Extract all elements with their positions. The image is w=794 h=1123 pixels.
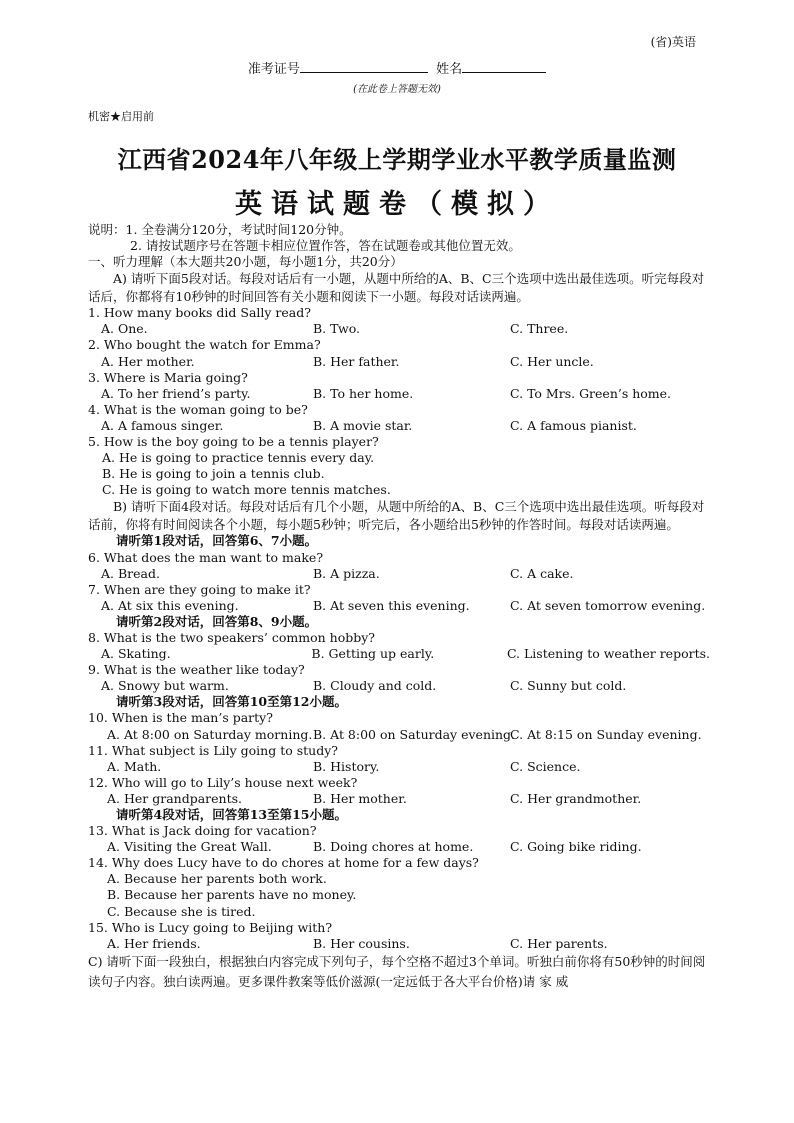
option-c: C. At 8:15 on Sunday evening. <box>510 726 702 742</box>
options-13 <box>88 839 710 855</box>
option-c: C. Sunny but cold. <box>510 678 627 694</box>
question-5: 5. How is the boy going to be a tennis player? <box>88 434 379 450</box>
option-b: B. Because her parents have no money. <box>107 887 357 903</box>
part-c-intro: C) 请听下面一段独白，根据独白内容完成下列句子，每个空格不超过3个单词。听独白前你将有50秒钟的时间阅读句子内容。独白读两遍。更多课件教案等低价滋源(一定远低于各大平台价格)请 家 威 <box>88 953 706 989</box>
option-a: A. To her friend’s party. <box>101 385 251 401</box>
option-a: A. Bread. <box>101 565 160 581</box>
question-8: 8. What is the two speakers’ common hobby? <box>88 629 375 645</box>
option-c: C. To Mrs. Green’s home. <box>510 385 672 401</box>
option-c: C. Because she is tired. <box>107 903 256 919</box>
option-b: B. Cloudy and cold. <box>313 678 437 694</box>
options-2 <box>88 354 710 370</box>
option-b: B. Two. <box>313 321 361 337</box>
option-b: B. History. <box>313 758 380 774</box>
option-c: C. Her parents. <box>510 935 608 951</box>
option-c: C. Three. <box>510 321 569 337</box>
question-4: 4. What is the woman going to be? <box>88 401 308 417</box>
option-c: C. A famous pianist. <box>510 417 637 433</box>
question-2: 2. Who bought the watch for Emma? <box>88 337 321 353</box>
option-c: C. Her uncle. <box>510 353 594 369</box>
paper-title: 英语试题卷（模拟） <box>235 189 559 220</box>
question-15: 15. Who is Lucy going to Beijing with? <box>88 919 333 935</box>
options-1 <box>88 321 710 337</box>
option-b: B. A movie star. <box>313 417 413 433</box>
option-b: B. To her home. <box>313 385 414 401</box>
part-b-intro: B) 请听下面4段对话。每段对话后有几个小题，从题中所给的A、B、C三个选项中选出最佳选项。听每段对话前，你将有时间阅读各个小题，每小题5秒钟；听完后，各小题给出5秒钟的作答时间。每段对话读两遍。 <box>88 499 705 532</box>
option-c: C. He is going to watch more tennis matches. <box>102 482 391 498</box>
options-6 <box>88 566 710 582</box>
option-a: A. Snowy but warm. <box>101 678 229 694</box>
option-a: A. Math. <box>107 758 162 774</box>
dialogue-1-heading: 请听第1段对话，回答第6、7小题。 <box>116 533 318 549</box>
option-a: A. A famous singer. <box>101 417 224 433</box>
option-b: B. At seven this evening. <box>313 597 470 613</box>
exam-content <box>88 222 710 992</box>
question-6: 6. What does the man want to make? <box>88 549 324 565</box>
option-a: A. Because her parents both work. <box>107 871 327 887</box>
option-a: A. Her grandparents. <box>107 790 242 806</box>
option-a: A. At 8:00 on Saturday morning. <box>107 726 313 742</box>
exam-number-blank <box>300 60 428 73</box>
option-b: B. Doing chores at home. <box>313 839 474 855</box>
option-c: C. Listening to weather reports. <box>506 646 710 662</box>
options-10 <box>88 727 710 743</box>
options-9 <box>88 678 710 694</box>
question-11: 11. What subject is Lily going to study? <box>88 742 338 758</box>
option-b: B. Her cousins. <box>313 935 410 951</box>
exam-title: 江西省2024年八年级上学期学业水平教学质量监测 <box>117 145 677 174</box>
dialogue-4-heading: 请听第4段对话，回答第13至第15小题。 <box>116 807 347 822</box>
option-a: A. Her mother. <box>101 353 195 369</box>
instruction-1: 说明：1. 全卷满分120分，考试时间120分钟。 <box>88 222 352 237</box>
options-12 <box>88 791 710 807</box>
option-b: B. Her mother. <box>313 790 407 806</box>
option-b: B. Getting up early. <box>311 646 435 662</box>
option-a: A. Skating. <box>101 646 171 662</box>
exam-number-label: 准考证号 <box>247 62 300 77</box>
question-1: 1. How many books did Sally read? <box>88 305 311 321</box>
option-b: B. He is going to join a tennis club. <box>102 466 325 482</box>
options-8 <box>88 646 710 662</box>
dialogue-3-heading: 请听第3段对话，回答第10至第12小题。 <box>116 694 347 710</box>
option-a: A. Her friends. <box>107 935 201 951</box>
dialogue-2-heading: 请听第2段对话，回答第8、9小题。 <box>116 613 318 629</box>
option-b: B. A pizza. <box>313 565 380 581</box>
question-9: 9. What is the weather like today? <box>88 662 305 678</box>
option-a: A. Visiting the Great Wall. <box>107 839 272 855</box>
option-c: C. At seven tomorrow evening. <box>510 597 706 613</box>
question-14: 14. Why does Lucy have to do chores at home for a few days? <box>88 855 479 871</box>
option-a: A. He is going to practice tennis every day. <box>102 450 375 466</box>
option-a: A. At six this evening. <box>101 597 239 613</box>
part-a-intro: A) 请听下面5段对话。每段对话后有一小题，从题中所给的A、B、C三个选项中选出最佳选项。听完每段对话后，你都将有10秒钟的时间回答有关小题和阅读下一小题。每段对话读两遍。 <box>88 271 705 304</box>
section-heading-listening: 一、听力理解（本大题共20小题，每小题1分，共20分） <box>88 254 403 270</box>
options-15 <box>88 936 710 952</box>
options-3 <box>88 386 710 402</box>
option-c: C. Her grandmother. <box>510 790 642 806</box>
question-10: 10. When is the man’s party? <box>88 710 273 726</box>
name-label: 姓名 <box>436 62 463 77</box>
subject-label: (省)英语 <box>650 35 696 49</box>
option-a: A. One. <box>101 321 148 337</box>
option-b: B. At 8:00 on Saturday evening. <box>313 726 516 742</box>
options-11 <box>88 759 710 775</box>
no-answer-note: (在此卷上答题无效) <box>353 84 441 95</box>
question-7: 7. When are they going to make it? <box>88 581 311 597</box>
question-13: 13. What is Jack doing for vacation? <box>88 823 317 839</box>
name-blank <box>462 60 546 73</box>
option-c: C. Going bike riding. <box>510 839 642 855</box>
question-12: 12. Who will go to Lily’s house next week? <box>88 774 358 790</box>
options-7 <box>88 598 710 614</box>
confidential-mark: 机密★启用前 <box>88 110 154 123</box>
option-b: B. Her father. <box>313 353 400 369</box>
options-4 <box>88 418 710 434</box>
question-3: 3. Where is Maria going? <box>88 369 248 385</box>
option-c: C. Science. <box>510 758 581 774</box>
option-c: C. A cake. <box>510 565 574 581</box>
instruction-2: 2. 请按试题序号在答题卡相应位置作答，答在试题卷或其他位置无效。 <box>130 238 521 254</box>
candidate-id-line <box>0 58 794 77</box>
